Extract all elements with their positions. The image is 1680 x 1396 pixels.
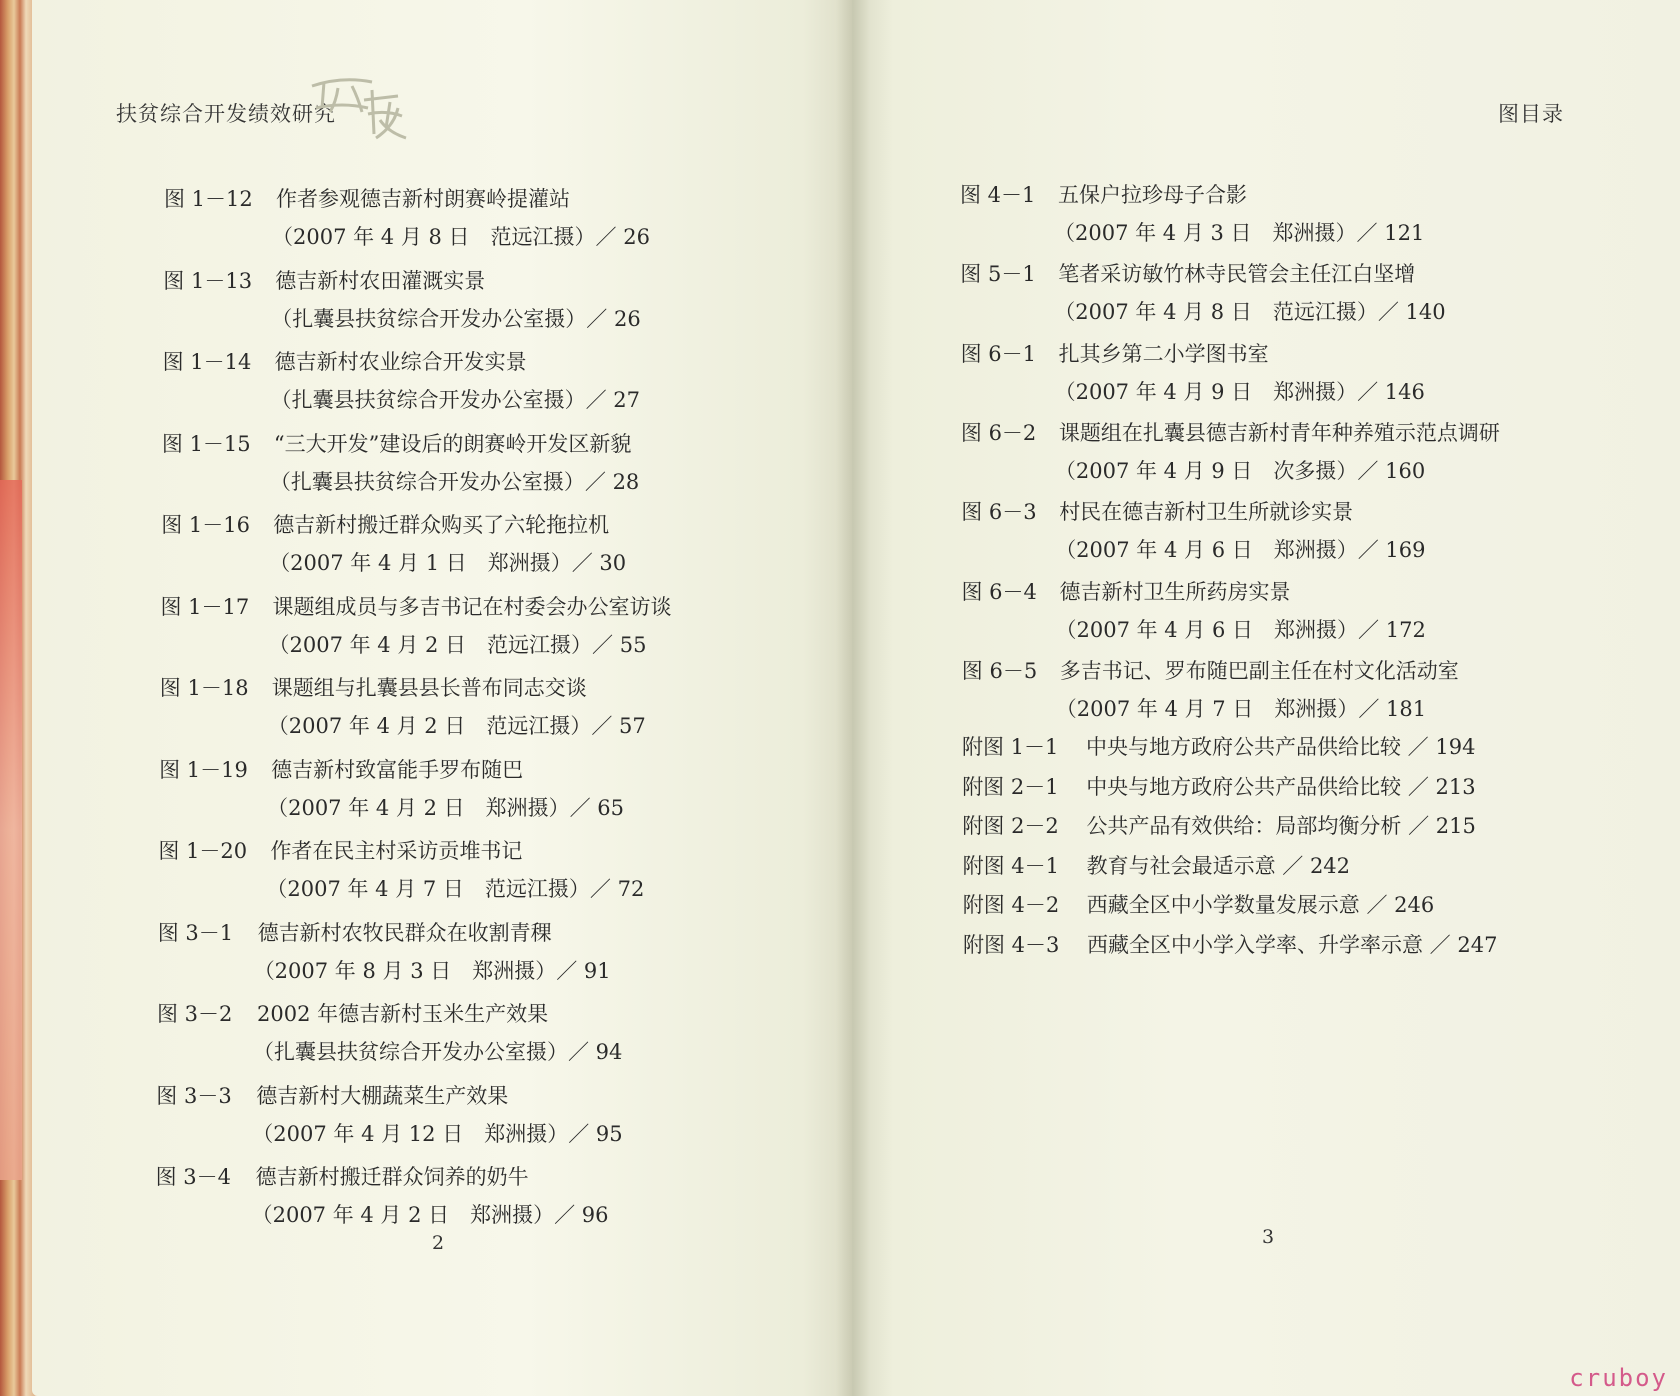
figure-caption: 课题组与扎囊县县长普布同志交谈 xyxy=(271,676,587,700)
figure-number: 图 1－19 xyxy=(159,757,248,782)
figure-caption: 五保户拉珍母子合影 xyxy=(1058,183,1247,207)
figure-number: 图 5－1 xyxy=(960,262,1036,287)
figure-number: 图 6－2 xyxy=(960,420,1037,445)
figure-caption: “三大开发”建设后的朗赛岭开发区新貌 xyxy=(273,431,632,456)
figure-caption: 德吉新村致富能手罗布随巴 xyxy=(271,757,524,782)
figure-entry xyxy=(963,926,1643,964)
running-head-left: 扶贫综合开发绩效研究 xyxy=(116,102,336,126)
figure-caption: 课题组在扎囊县德吉新村青年种养殖示范点调研 xyxy=(1058,420,1500,445)
figure-source-and-page: （扎囊县扶贫综合开发办公室摄）／ 27 xyxy=(270,388,640,412)
figure-caption: 德吉新村农田灌溉实景 xyxy=(275,268,486,293)
figure-caption: 课题组成员与多吉书记在村委会办公室访谈 xyxy=(272,594,672,619)
figure-entry xyxy=(961,414,1641,490)
figure-source-and-page: （2007 年 4 月 12 日 郑洲摄）／ 95 xyxy=(252,1121,623,1146)
figure-number: 图 3－3 xyxy=(156,1083,232,1108)
figure-caption: 德吉新村大棚蔬菜生产效果 xyxy=(256,1083,509,1108)
figure-number: 附图 4－1 xyxy=(962,853,1059,878)
figure-entry xyxy=(962,573,1642,649)
figure-number: 图 1－16 xyxy=(161,513,250,537)
figure-source-and-page: （2007 年 4 月 7 日 郑洲摄）／ 181 xyxy=(1055,696,1427,721)
figure-entry xyxy=(162,425,802,501)
figure-number: 图 1－15 xyxy=(161,431,251,456)
figure-caption: 德吉新村搬迁群众购买了六轮拖拉机 xyxy=(273,513,610,537)
figure-number: 图 6－3 xyxy=(961,500,1037,525)
figure-caption: 德吉新村搬迁群众饲养的奶牛 xyxy=(255,1165,529,1189)
figure-entry xyxy=(163,343,803,419)
figure-number: 附图 4－2 xyxy=(962,893,1060,917)
figure-source-and-page: （2007 年 4 月 2 日 郑洲摄）／ 96 xyxy=(251,1203,609,1227)
figure-number: 图 6－5 xyxy=(961,658,1038,683)
figure-entry xyxy=(156,1158,796,1234)
figure-caption: 中央与地方政府公共产品供给比较 ／ 213 xyxy=(1086,774,1476,799)
gutter-shadow xyxy=(836,0,870,1396)
figure-source-and-page: （2007 年 4 月 7 日 范远江摄）／ 72 xyxy=(266,877,645,901)
left-page xyxy=(32,0,852,1396)
figure-entry xyxy=(161,588,801,664)
figure-source-and-page: （2007 年 4 月 9 日 郑洲摄）／ 146 xyxy=(1054,379,1425,404)
figure-caption: 德吉新村农牧民群众在收割青稞 xyxy=(257,920,552,945)
figure-entry xyxy=(164,180,804,256)
figure-number: 附图 1－1 xyxy=(962,735,1059,759)
figure-source-and-page: （2007 年 4 月 1 日 郑洲摄）／ 30 xyxy=(269,551,627,575)
figure-entry xyxy=(962,768,1642,806)
figure-caption: 笔者采访敏竹林寺民管会主任江白坚增 xyxy=(1058,262,1416,287)
figure-number: 图 3－4 xyxy=(155,1165,231,1189)
figure-caption: 教育与社会最适示意 ／ 242 xyxy=(1086,853,1351,878)
figure-caption: 德吉新村农业综合开发实景 xyxy=(274,350,527,374)
figure-caption: 多吉书记、罗布随巴副主任在村文化活动室 xyxy=(1059,658,1459,683)
figure-number: 图 1－18 xyxy=(159,676,249,700)
figure-entry xyxy=(158,832,798,908)
figure-caption: 作者参观德吉新村朗赛岭提灌站 xyxy=(276,187,570,211)
figure-source-and-page: （2007 年 8 月 3 日 郑洲摄）／ 91 xyxy=(253,958,611,983)
figure-entry xyxy=(962,652,1642,728)
figure-caption: 德吉新村卫生所药房实景 xyxy=(1059,579,1291,604)
figure-source-and-page: （2007 年 4 月 6 日 郑洲摄）／ 169 xyxy=(1055,538,1426,563)
figure-source-and-page: （2007 年 4 月 8 日 范远江摄）／ 140 xyxy=(1054,300,1446,325)
figure-entry xyxy=(163,262,803,338)
figure-number: 附图 2－2 xyxy=(962,814,1059,838)
figure-number: 图 6－1 xyxy=(960,341,1036,366)
figure-source-and-page: （扎囊县扶贫综合开发办公室摄）／ 28 xyxy=(269,469,640,494)
figure-caption: 公共产品有效供给：局部均衡分析 ／ 215 xyxy=(1086,814,1476,838)
figure-number: 图 1－20 xyxy=(158,839,248,863)
watermark-text: cruboy xyxy=(1569,1364,1668,1392)
figure-caption: 西藏全区中小学数量发展示意 ／ 246 xyxy=(1086,893,1435,917)
right-page xyxy=(852,0,1680,1396)
figure-entry xyxy=(159,751,799,827)
figure-source-and-page: （2007 年 4 月 9 日 次多摄）／ 160 xyxy=(1054,458,1426,483)
figure-number: 图 3－1 xyxy=(157,920,234,945)
page-number-right: 3 xyxy=(1262,1226,1275,1248)
figure-number: 图 1－12 xyxy=(164,187,253,211)
figure-entry xyxy=(961,493,1641,569)
figure-caption: 扎其乡第二小学图书室 xyxy=(1058,341,1269,366)
figure-number: 附图 2－1 xyxy=(962,774,1059,799)
figure-caption: 中央与地方政府公共产品供给比较 ／ 194 xyxy=(1086,735,1476,759)
figure-source-and-page: （2007 年 4 月 8 日 范远江摄）／ 26 xyxy=(272,225,650,249)
figure-number: 图 6－4 xyxy=(961,579,1037,604)
calligraphy-seal-icon xyxy=(302,68,422,148)
figure-entry xyxy=(160,669,800,745)
figure-caption: 作者在民主村采访贡堆书记 xyxy=(270,839,523,863)
figure-number: 图 4－1 xyxy=(960,183,1036,207)
figure-entry xyxy=(156,1077,796,1153)
figure-number: 图 1－14 xyxy=(162,350,252,374)
figure-source-and-page: （2007 年 4 月 2 日 郑洲摄）／ 65 xyxy=(267,795,625,820)
page-number-left: 2 xyxy=(432,1232,445,1254)
figure-entry xyxy=(161,506,801,582)
figure-entry xyxy=(157,995,797,1071)
figure-caption: 2002 年德吉新村玉米生产效果 xyxy=(257,1002,549,1026)
figure-source-and-page: （2007 年 4 月 2 日 范远江摄）／ 55 xyxy=(268,632,647,657)
figure-entry xyxy=(962,807,1642,845)
figure-entry xyxy=(961,335,1641,411)
figure-entry xyxy=(962,728,1642,766)
running-head-right: 图目录 xyxy=(1498,102,1564,126)
figure-caption: 西藏全区中小学入学率、升学率示意 ／ 247 xyxy=(1087,932,1498,957)
figure-entry xyxy=(960,255,1640,331)
figure-caption: 村民在德吉新村卫生所就诊实景 xyxy=(1059,500,1354,525)
book-edge-ribbon xyxy=(0,480,22,1180)
figure-number: 图 3－2 xyxy=(157,1002,233,1026)
figure-source-and-page: （2007 年 4 月 6 日 郑洲摄）／ 172 xyxy=(1055,617,1426,642)
figure-entry xyxy=(963,886,1643,924)
figure-source-and-page: （扎囊县扶贫综合开发办公室摄）／ 94 xyxy=(253,1040,623,1064)
figure-number: 附图 4－3 xyxy=(963,932,1060,957)
figure-source-and-page: （扎囊县扶贫综合开发办公室摄）／ 26 xyxy=(271,306,641,331)
figure-entry xyxy=(158,914,798,990)
figure-number: 图 1－17 xyxy=(160,594,250,619)
figure-source-and-page: （2007 年 4 月 2 日 范远江摄）／ 57 xyxy=(267,714,646,738)
figure-source-and-page: （2007 年 4 月 3 日 郑洲摄）／ 121 xyxy=(1054,221,1425,245)
figure-entry xyxy=(960,176,1640,252)
figure-entry xyxy=(963,847,1643,885)
figure-number: 图 1－13 xyxy=(163,268,253,293)
